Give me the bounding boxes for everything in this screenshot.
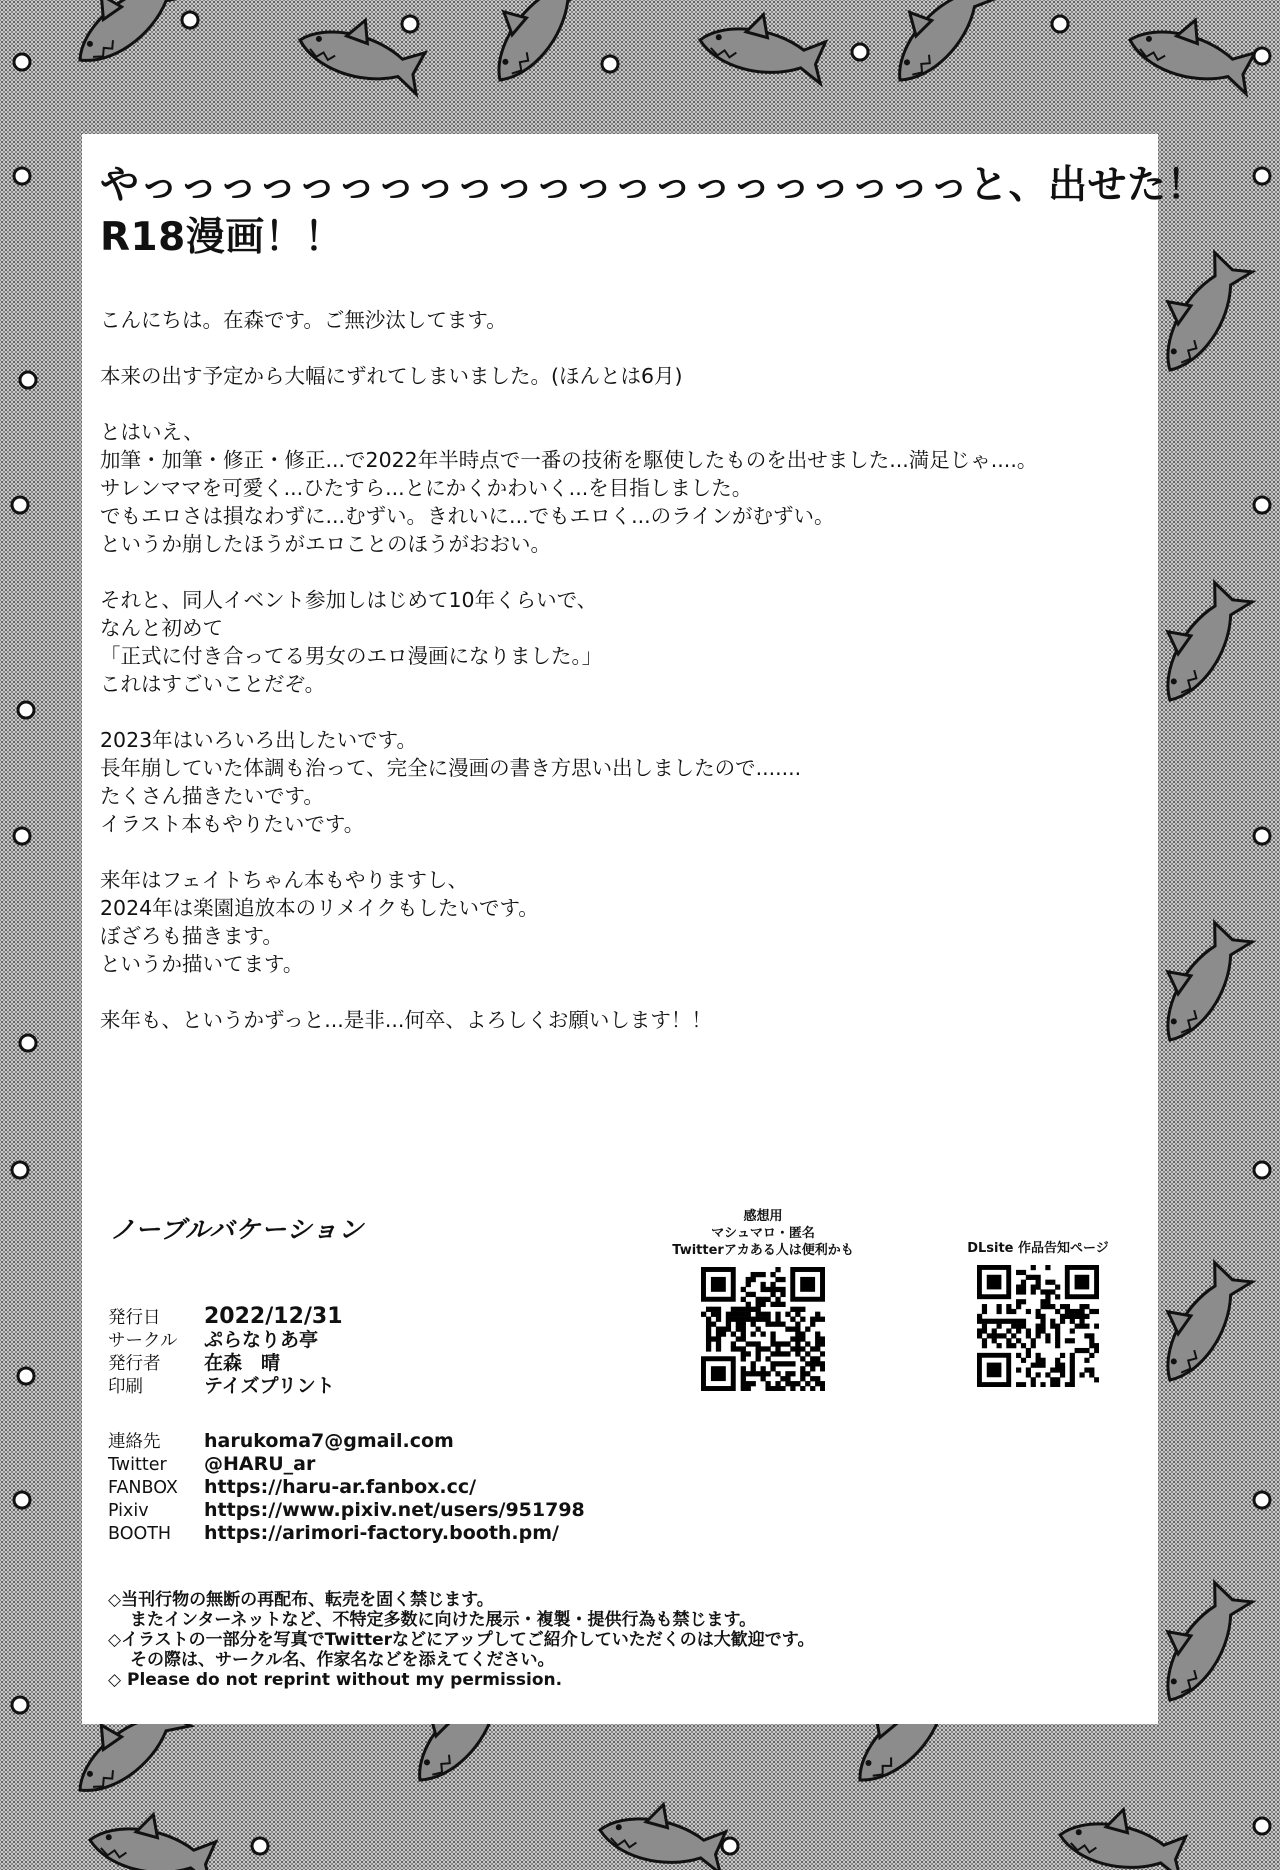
publish-date-value: 2022/12/31 bbox=[204, 1304, 343, 1329]
text-line: 長年崩していた体調も治って、完全に漫画の書き方思い出しましたので....... bbox=[100, 756, 802, 780]
text-line: ぼざろも描きます。 bbox=[100, 924, 283, 948]
text-line: サレンママを可愛く...ひたすら...とにかくかわいく...を目指しました。 bbox=[100, 476, 753, 500]
note-line: その際は、サークル名、作家名などを添えてください。 bbox=[130, 1650, 555, 1670]
text-line: とはいえ、 bbox=[100, 420, 204, 444]
text-line: こんにちは。在森です。ご無沙汰してます。 bbox=[100, 308, 507, 332]
qr-feedback-block bbox=[658, 1208, 868, 1391]
fanbox-link[interactable]: https://haru-ar.fanbox.cc/ bbox=[204, 1476, 477, 1498]
booth-label: BOOTH bbox=[108, 1524, 172, 1544]
text-line: 2024年は楽園追放本のリメイクもしたいです。 bbox=[100, 896, 539, 920]
qr-dlsite-caption: DLsite 作品告知ページ bbox=[967, 1241, 1109, 1256]
colophon bbox=[108, 1306, 585, 1545]
note-line: ◇当刊行物の無断の再配布、転売を固く禁じます。 bbox=[108, 1590, 494, 1610]
paragraph-milestone bbox=[100, 586, 1150, 698]
afterword-panel bbox=[82, 134, 1207, 1724]
colophon-row-publisher bbox=[108, 1352, 585, 1375]
note-line: ◇イラストの一部分を写真でTwitterなどにアップしてご紹介していただくのは大歓迎です。 bbox=[108, 1630, 815, 1650]
text-line: でもエロさは損なわずに...むずい。きれいに...でもエロく...のラインがむずい。 bbox=[100, 504, 835, 528]
pixiv-label: Pixiv bbox=[108, 1501, 149, 1521]
printer-label: 印刷 bbox=[108, 1377, 143, 1397]
paragraph-next-year bbox=[100, 866, 1150, 978]
note-line: またインターネットなど、不特定多数に向けた展示・複製・提供行為も禁じます。 bbox=[130, 1610, 757, 1630]
publisher-value: 在森 晴 bbox=[204, 1352, 281, 1374]
fanbox-label: FANBOX bbox=[108, 1478, 178, 1498]
text-line: というか描いてます。 bbox=[100, 952, 304, 976]
afterword-heading bbox=[100, 160, 1207, 264]
text-line: たくさん描きたいです。 bbox=[100, 784, 324, 808]
copyright-notes bbox=[108, 1590, 1108, 1690]
paragraph-closing bbox=[100, 1006, 1150, 1034]
colophon-row-circle bbox=[108, 1329, 585, 1352]
twitter-label: Twitter bbox=[108, 1455, 167, 1475]
contact-row-twitter bbox=[108, 1453, 585, 1476]
text-line: イラスト本もやりたいです。 bbox=[100, 812, 365, 836]
qr-code-icon[interactable] bbox=[701, 1267, 825, 1391]
contact-row-email bbox=[108, 1430, 585, 1453]
text-line: 来年はフェイトちゃん本もやりますし、 bbox=[100, 868, 468, 892]
text-line: というか崩したほうがエロことのほうがおおい。 bbox=[100, 532, 551, 556]
contacts bbox=[108, 1430, 585, 1545]
contact-row-pixiv bbox=[108, 1499, 585, 1522]
circle-value: ぷらなりあ亭 bbox=[204, 1329, 319, 1351]
contact-row-booth bbox=[108, 1522, 585, 1545]
afterword-body bbox=[100, 306, 1150, 1062]
text-line: 2023年はいろいろ出したいです。 bbox=[100, 728, 418, 752]
text-line: それと、同人イベント参加しはじめて10年くらいで、 bbox=[100, 588, 598, 612]
colophon-row-printer bbox=[108, 1375, 585, 1398]
contact-row-fanbox bbox=[108, 1476, 585, 1499]
circle-title-logo: ノーブルバケーション bbox=[110, 1215, 365, 1244]
publish-date-label: 発行日 bbox=[108, 1308, 161, 1328]
text-line: これはすごいことだぞ。 bbox=[100, 672, 326, 696]
paragraph-greeting bbox=[100, 306, 1150, 334]
text-line: 加筆・加筆・修正・修正...で2022年半時点で一番の技術を駆使したものを出せました...満足じゃ....。 bbox=[100, 448, 1038, 472]
booth-link[interactable]: https://arimori-factory.booth.pm/ bbox=[204, 1522, 559, 1544]
pixiv-link[interactable]: https://www.pixiv.net/users/951798 bbox=[204, 1499, 585, 1521]
circle-label: サークル bbox=[108, 1331, 178, 1351]
twitter-handle[interactable]: @HARU_ar bbox=[204, 1453, 316, 1475]
printer-value: テイズプリント bbox=[204, 1375, 335, 1397]
paragraph-delay bbox=[100, 362, 1150, 390]
text-line: 本来の出す予定から大幅にずれてしまいました。(ほんとは6月) bbox=[100, 364, 683, 388]
qr-feedback-caption-2: マシュマロ・匿名 bbox=[711, 1226, 815, 1241]
email-label: 連絡先 bbox=[108, 1432, 161, 1452]
qr-feedback-caption-1: 感想用 bbox=[743, 1209, 783, 1224]
text-line: なんと初めて bbox=[100, 616, 223, 640]
heading-line-2: R18漫画！！ bbox=[100, 215, 344, 260]
email-link[interactable]: harukoma7@gmail.com bbox=[204, 1430, 454, 1452]
qr-dlsite-block bbox=[948, 1240, 1128, 1387]
text-line: 「正式に付き合ってる男女のエロ漫画になりました。」 bbox=[100, 644, 603, 668]
paragraph-2023-plans bbox=[100, 726, 1150, 838]
qr-code-icon[interactable] bbox=[977, 1265, 1099, 1387]
colophon-row-date bbox=[108, 1306, 585, 1329]
note-line: ◇ Please do not reprint without my permission. bbox=[108, 1670, 563, 1690]
paragraph-effort bbox=[100, 418, 1150, 558]
heading-line-1: やっっっっっっっっっっっっっっっっっっっっっと、出せた！ bbox=[100, 163, 1207, 208]
text-line: 来年も、というかずっと...是非...何卒、よろしくお願いします！！ bbox=[100, 1008, 712, 1032]
publisher-label: 発行者 bbox=[108, 1354, 161, 1374]
qr-feedback-caption-3: Twitterアカある人は便利かも bbox=[672, 1243, 854, 1258]
